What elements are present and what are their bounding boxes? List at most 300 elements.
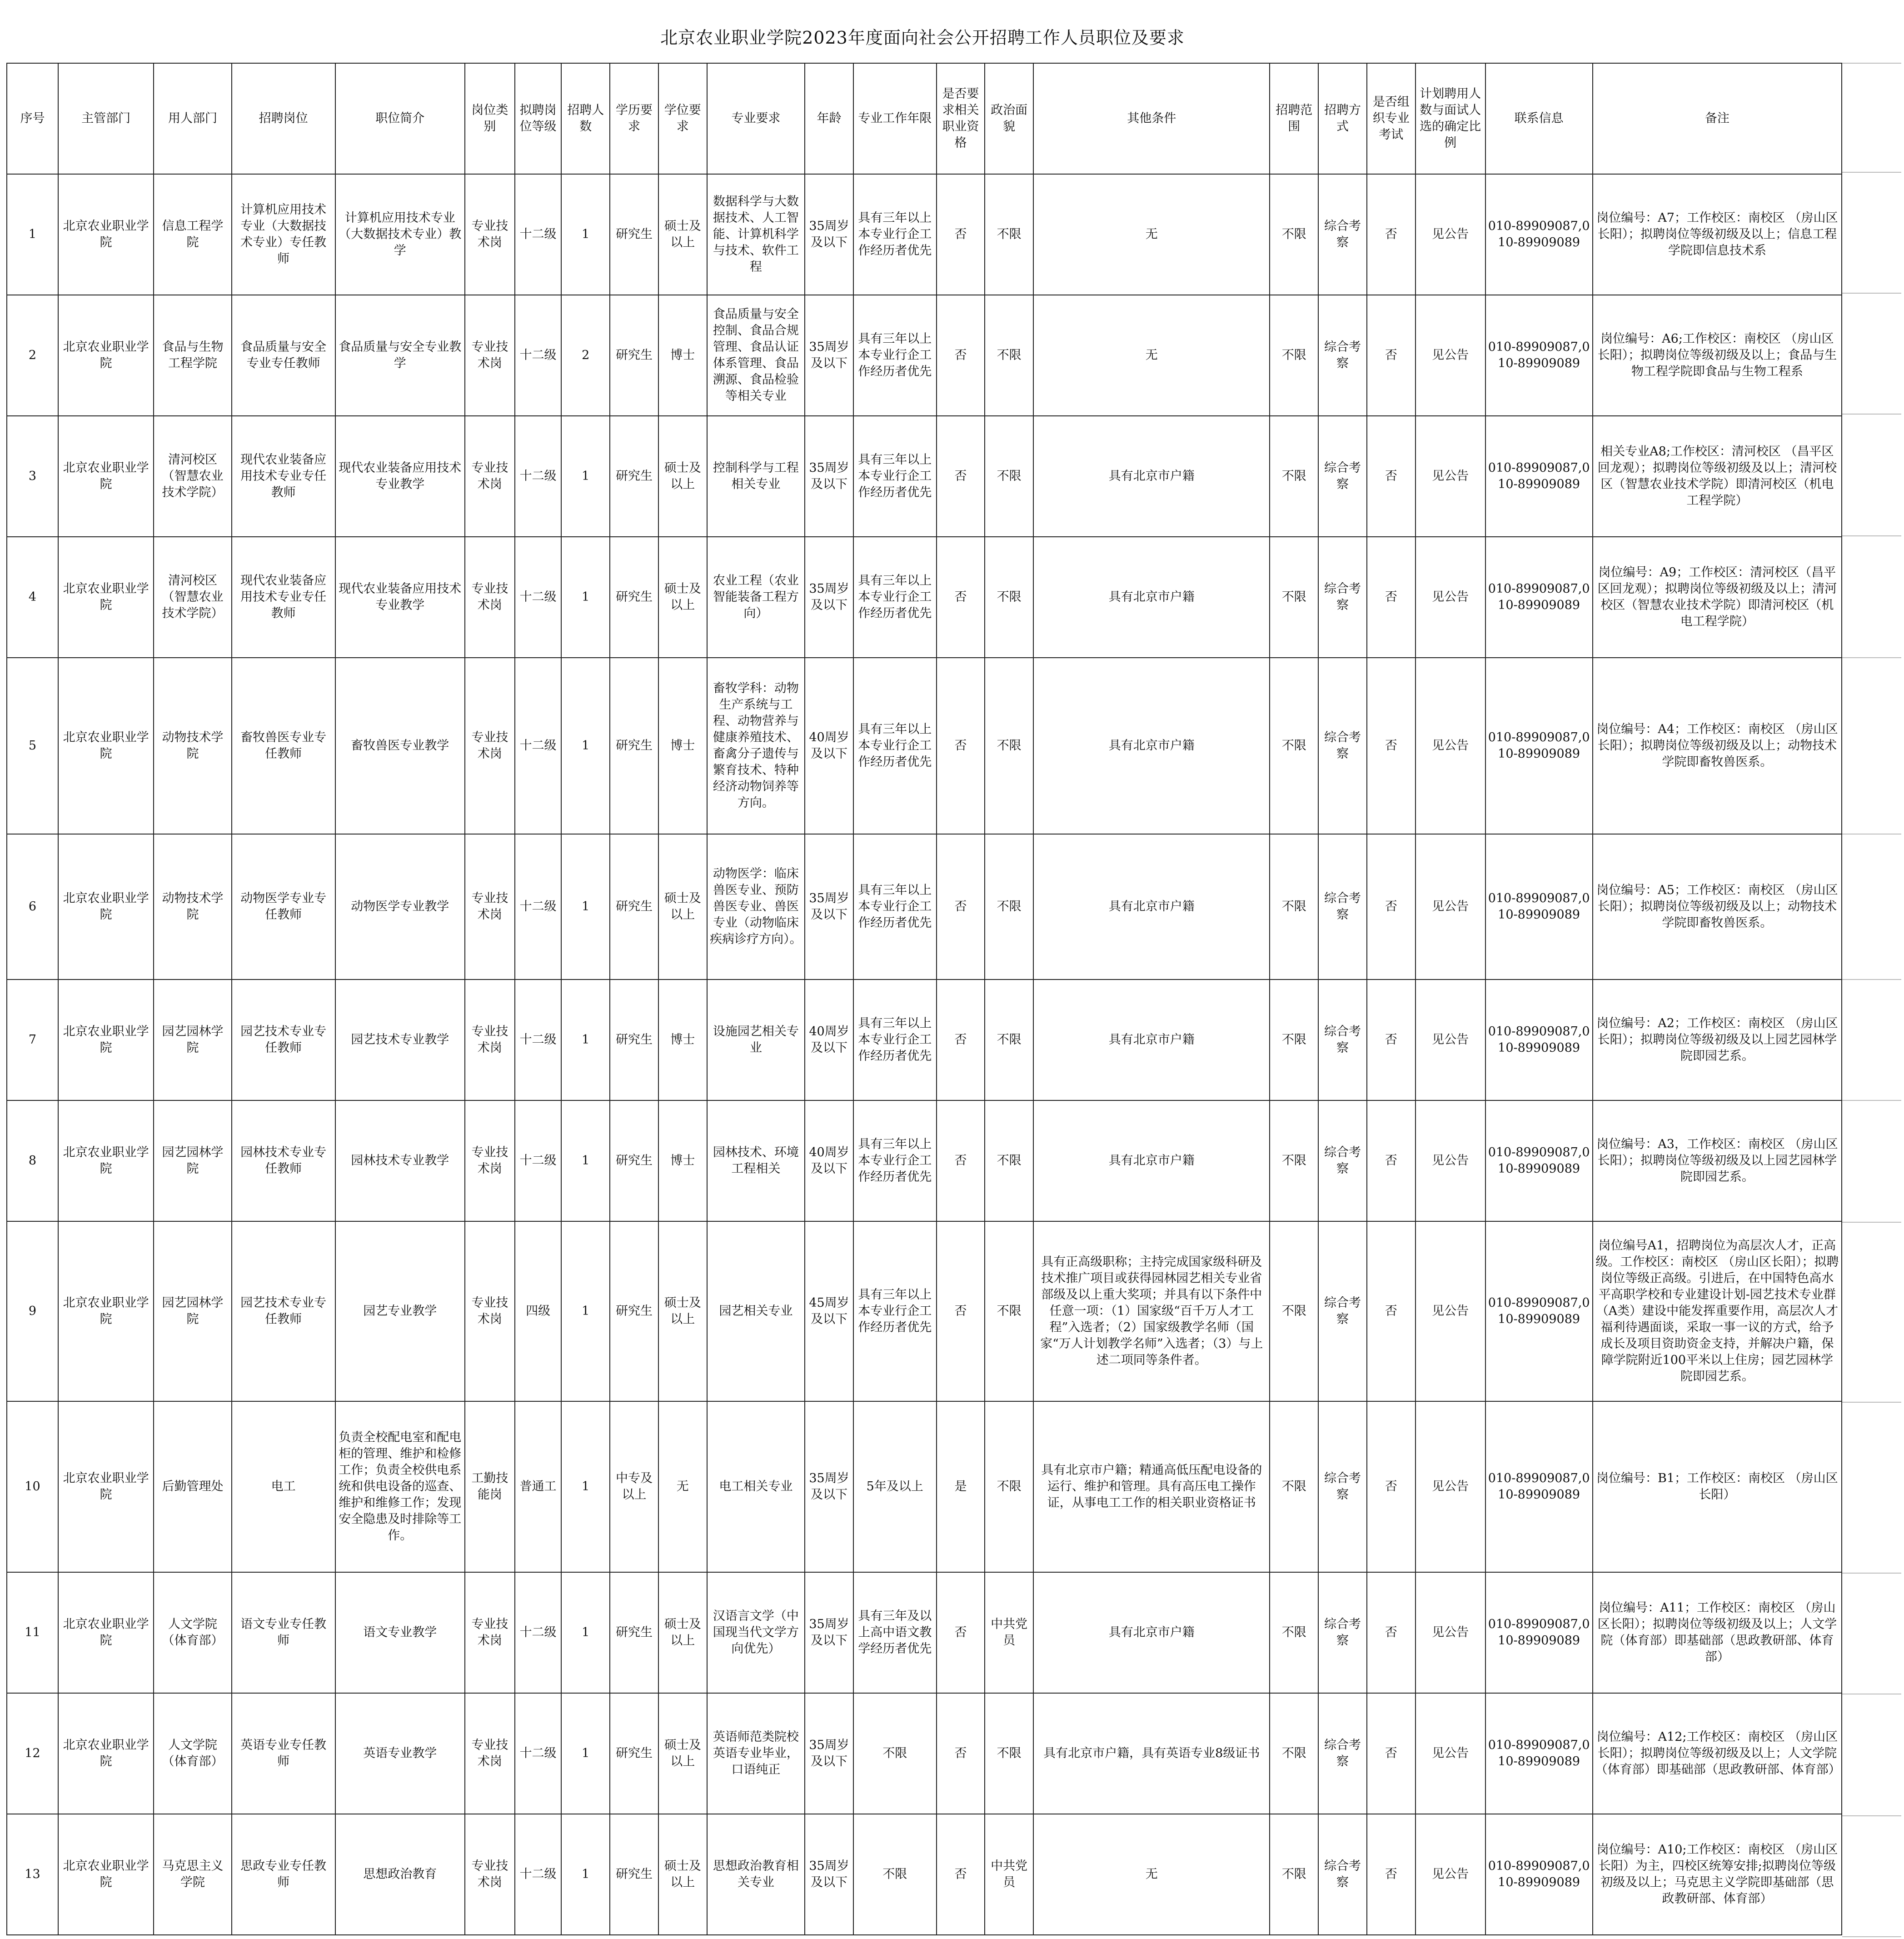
table-cell: 否 [937,174,985,295]
table-cell: 现代农业装备应用技术专业教学 [335,537,465,658]
table-cell: 专业技术岗 [465,979,515,1100]
table-cell: 不限 [853,1693,937,1814]
table-cell: 见公告 [1416,1572,1485,1693]
table-cell: 1 [561,537,610,658]
table-cell: 思想政治教育 [335,1814,465,1935]
table-cell: 园艺技术专业教学 [335,979,465,1100]
table-cell: 园艺园林学院 [154,1221,231,1401]
table-cell: 研究生 [610,979,658,1100]
table-cell: 无 [1033,1814,1270,1935]
table-cell: 研究生 [610,174,658,295]
table-cell: 不限 [985,174,1033,295]
table-cell: 不限 [985,979,1033,1100]
table-cell: 不限 [1270,1100,1318,1221]
table-cell: 相关专业A8;工作校区：清河校区 （昌平区回龙观）；拟聘岗位等级初级及以上；清河校区（智慧农业技术学院）即清河校区（机电工程学院） [1593,416,1842,537]
table-cell: 1 [561,174,610,295]
table-cell: 不限 [985,295,1033,416]
table-cell: 英语专业专任教师 [232,1693,335,1814]
table-cell: 否 [1367,416,1416,537]
table-cell: 具有三年以上本专业行企工作经历者优先 [853,174,937,295]
table-cell: 具有正高级职称；主持完成国家级科研及技术推广项目或获得园林园艺相关专业省部级及以上重大奖项；并具有以下条件中任意一项：（1）国家级“百千万人才工程”入选者；（2）国家级教学名师（国家“万人计划教学名师”入选者；（3）与上述二项同等条件者。 [1033,1221,1270,1401]
table-cell: 研究生 [610,416,658,537]
table-cell: 岗位编号：A2；工作校区：南校区 （房山区长阳）；拟聘岗位等级初级及以上园艺园林学院即园艺系。 [1593,979,1842,1100]
table-cell: 硕士及以上 [658,174,707,295]
table-cell: 硕士及以上 [658,834,707,979]
table-cell: 十二级 [515,1572,562,1693]
table-cell: 010-89909087,010-89909089 [1485,1401,1593,1572]
table-cell: 35周岁及以下 [805,1814,853,1935]
column-header: 是否要求相关职业资格 [937,63,985,174]
table-cell: 见公告 [1416,1814,1485,1935]
table-cell: 1 [561,1221,610,1401]
table-cell: 信息工程学院 [154,174,231,295]
table-cell: 综合考察 [1318,416,1367,537]
table-cell: 农业工程（农业智能装备工程方向） [707,537,805,658]
table-cell: 010-89909087,010-89909089 [1485,174,1593,295]
table-cell: 园艺相关专业 [707,1221,805,1401]
table-cell: 否 [1367,1401,1416,1572]
table-cell: 后勤管理处 [154,1401,231,1572]
sheet-gridline [1842,1222,1901,1223]
sheet-gridline [1842,1815,1901,1816]
table-cell: 见公告 [1416,1401,1485,1572]
table-cell: 具有北京市户籍；精通高低压配电设备的运行、维护和管理。具有高压电工操作证，从事电工工作的相关职业资格证书 [1033,1401,1270,1572]
table-cell: 不限 [985,416,1033,537]
table-cell: 不限 [985,1100,1033,1221]
table-cell: 45周岁及以下 [805,1221,853,1401]
table-cell: 否 [937,1572,985,1693]
table-cell: 不限 [1270,1221,1318,1401]
table-cell: 不限 [1270,416,1318,537]
table-cell: 1 [561,834,610,979]
table-cell: 不限 [1270,1401,1318,1572]
table-cell: 四级 [515,1221,562,1401]
table-cell: 11 [7,1572,58,1693]
column-header: 招聘方式 [1318,63,1367,174]
table-cell: 010-89909087,010-89909089 [1485,1693,1593,1814]
column-header: 学位要求 [658,63,707,174]
table-cell: 不限 [1270,537,1318,658]
table-cell: 见公告 [1416,295,1485,416]
table-cell: 35周岁及以下 [805,537,853,658]
table-cell: 岗位编号：A3，工作校区：南校区 （房山区长阳）；拟聘岗位等级初级及以上园艺园林学院即园艺系。 [1593,1100,1842,1221]
table-cell: 语文专业教学 [335,1572,465,1693]
column-header: 招聘岗位 [232,63,335,174]
table-cell: 专业技术岗 [465,1693,515,1814]
table-cell: 动物医学专业专任教师 [232,834,335,979]
table-cell: 综合考察 [1318,834,1367,979]
table-cell: 食品与生物工程学院 [154,295,231,416]
table-cell: 综合考察 [1318,1814,1367,1935]
table-cell: 35周岁及以下 [805,416,853,537]
table-cell: 1 [561,658,610,834]
table-cell: 010-89909087,010-89909089 [1485,1100,1593,1221]
sheet-gridline [1842,1936,1901,1937]
table-cell: 园林技术专业教学 [335,1100,465,1221]
table-cell: 综合考察 [1318,174,1367,295]
table-cell: 具有北京市户籍 [1033,979,1270,1100]
table-cell: 语文专业专任教师 [232,1572,335,1693]
table-cell: 不限 [985,1221,1033,1401]
table-cell: 负责全校配电室和配电柜的管理、维护和检修工作；负责全校供电系统和供电设备的巡查、维护和维修工作；发现安全隐患及时排除等工作。 [335,1401,465,1572]
table-cell: 见公告 [1416,1100,1485,1221]
table-row [7,834,1842,979]
table-body [7,174,1842,1935]
column-header: 专业要求 [707,63,805,174]
table-cell: 具有三年以上本专业行企工作经历者优先 [853,537,937,658]
table-cell: 否 [1367,1814,1416,1935]
column-header: 学历要求 [610,63,658,174]
table-row [7,1100,1842,1221]
table-cell: 010-89909087,010-89909089 [1485,658,1593,834]
table-cell: 专业技术岗 [465,1814,515,1935]
table-cell: 2 [7,295,58,416]
column-header: 计划聘用人数与面试人选的确定比例 [1416,63,1485,174]
table-cell: 中专及以上 [610,1401,658,1572]
table-cell: 十二级 [515,834,562,979]
table-cell: 英语师范类院校英语专业毕业，口语纯正 [707,1693,805,1814]
table-cell: 见公告 [1416,1221,1485,1401]
table-cell: 具有三年以上本专业行企工作经历者优先 [853,295,937,416]
table-cell: 硕士及以上 [658,1221,707,1401]
table-cell: 专业技术岗 [465,834,515,979]
column-header: 联系信息 [1485,63,1593,174]
table-cell: 否 [937,1221,985,1401]
table-cell: 010-89909087,010-89909089 [1485,1814,1593,1935]
table-cell: 专业技术岗 [465,537,515,658]
table-cell: 3 [7,416,58,537]
table-cell: 研究生 [610,1100,658,1221]
table-cell: 见公告 [1416,416,1485,537]
table-cell: 1 [561,1100,610,1221]
table-cell: 7 [7,979,58,1100]
column-header: 年龄 [805,63,853,174]
table-cell: 岗位编号：A9；工作校区：清河校区（昌平区回龙观）；拟聘岗位等级初级及以上；清河校区（智慧农业技术学院）即清河校区（机电工程学院） [1593,537,1842,658]
column-header: 职位简介 [335,63,465,174]
table-cell: 北京农业职业学院 [58,979,154,1100]
table-cell: 汉语言文学（中国现当代文学方向优先） [707,1572,805,1693]
table-cell: 12 [7,1693,58,1814]
table-cell: 计算机应用技术专业（大数据技术专业）教学 [335,174,465,295]
table-cell: 畜牧学科：动物生产系统与工程、动物营养与健康养殖技术、畜禽分子遗传与繁育技术、特种经济动物饲养等方向。 [707,658,805,834]
table-cell: 见公告 [1416,174,1485,295]
table-cell: 园林技术专业专任教师 [232,1100,335,1221]
table-cell: 博士 [658,979,707,1100]
table-cell: 研究生 [610,658,658,834]
table-cell: 综合考察 [1318,1572,1367,1693]
table-row [7,1401,1842,1572]
table-cell: 40周岁及以下 [805,979,853,1100]
table-cell: 专业技术岗 [465,1221,515,1401]
column-header: 拟聘岗位等级 [515,63,562,174]
table-cell: 是 [937,1401,985,1572]
table-cell: 专业技术岗 [465,1100,515,1221]
table-cell: 十二级 [515,1814,562,1935]
column-header: 序号 [7,63,58,174]
table-row [7,537,1842,658]
table-cell: 10 [7,1401,58,1572]
table-cell: 畜牧兽医专业教学 [335,658,465,834]
table-cell: 硕士及以上 [658,537,707,658]
sheet-gridline [1842,1573,1901,1574]
table-cell: 5 [7,658,58,834]
table-cell: 博士 [658,295,707,416]
table-cell: 不限 [1270,658,1318,834]
table-cell: 具有北京市户籍 [1033,537,1270,658]
recruitment-table [6,63,1842,1935]
table-cell: 无 [658,1401,707,1572]
table-cell: 不限 [985,537,1033,658]
table-cell: 综合考察 [1318,1401,1367,1572]
table-cell: 十二级 [515,295,562,416]
table-cell: 综合考察 [1318,1100,1367,1221]
table-row [7,174,1842,295]
sheet-gridline [1842,63,1901,64]
table-cell: 见公告 [1416,658,1485,834]
table-cell: 40周岁及以下 [805,658,853,834]
table-cell: 综合考察 [1318,295,1367,416]
column-header: 是否组织专业考试 [1367,63,1416,174]
table-cell: 2 [561,295,610,416]
table-cell: 园艺园林学院 [154,979,231,1100]
sheet-gridline [1842,979,1901,980]
table-cell: 具有三年以上本专业行企工作经历者优先 [853,834,937,979]
table-cell: 1 [561,416,610,537]
table-cell: 13 [7,1814,58,1935]
table-cell: 动物技术学院 [154,834,231,979]
table-cell: 园艺园林学院 [154,1100,231,1221]
table-cell: 具有三年以上本专业行企工作经历者优先 [853,416,937,537]
table-cell: 不限 [1270,1814,1318,1935]
column-header: 招聘范围 [1270,63,1318,174]
table-cell: 岗位编号：A6;工作校区：南校区 （房山区长阳）；拟聘岗位等级初级及以上；食品与生物工程学院即食品与生物工程系 [1593,295,1842,416]
table-cell: 不限 [985,658,1033,834]
table-row [7,1814,1842,1935]
table-cell: 工勤技能岗 [465,1401,515,1572]
table-cell: 专业技术岗 [465,658,515,834]
table-cell: 北京农业职业学院 [58,295,154,416]
table-cell: 综合考察 [1318,537,1367,658]
table-cell: 否 [1367,295,1416,416]
table-cell: 1 [561,979,610,1100]
table-cell: 1 [7,174,58,295]
table-cell: 岗位编号：A10;工作校区：南校区 （房山区长阳）为主，四校区统筹安排;拟聘岗位等级初级及以上；马克思主义学院即基础部（思政教研部、体育部） [1593,1814,1842,1935]
table-cell: 否 [937,416,985,537]
table-cell: 不限 [1270,1572,1318,1693]
table-cell: 设施园艺相关专业 [707,979,805,1100]
table-cell: 现代农业装备应用技术专业教学 [335,416,465,537]
sheet-gridline [1842,657,1901,658]
table-cell: 硕士及以上 [658,1572,707,1693]
table-row [7,416,1842,537]
table-cell: 计算机应用技术专业（大数据技术专业）专任教师 [232,174,335,295]
table-cell: 马克思主义学院 [154,1814,231,1935]
table-cell: 十二级 [515,1693,562,1814]
table-cell: 010-89909087,010-89909089 [1485,416,1593,537]
table-cell: 不限 [1270,1693,1318,1814]
table-cell: 35周岁及以下 [805,1693,853,1814]
table-cell: 岗位编号：A4；工作校区：南校区 （房山区长阳）；拟聘岗位等级初级及以上；动物技术学院即畜牧兽医系。 [1593,658,1842,834]
table-cell: 岗位编号：A5；工作校区：南校区 （房山区长阳）；拟聘岗位等级初级及以上；动物技术学院即畜牧兽医系。 [1593,834,1842,979]
table-cell: 否 [937,1100,985,1221]
table-cell: 十二级 [515,174,562,295]
table-cell: 动物医学专业教学 [335,834,465,979]
table-cell: 园艺技术专业专任教师 [232,1221,335,1401]
table-cell: 电工 [232,1401,335,1572]
table-cell: 专业技术岗 [465,1572,515,1693]
table-cell: 否 [937,658,985,834]
table-cell: 010-89909087,010-89909089 [1485,834,1593,979]
table-cell: 北京农业职业学院 [58,1221,154,1401]
sheet-gridline [1842,1402,1901,1403]
table-cell: 1 [561,1401,610,1572]
column-header: 招聘人数 [561,63,610,174]
table-cell: 35周岁及以下 [805,1572,853,1693]
sheet-gridline [1842,172,1901,173]
table-cell: 否 [937,979,985,1100]
table-cell: 人文学院（体育部） [154,1693,231,1814]
table-cell: 北京农业职业学院 [58,1572,154,1693]
table-cell: 研究生 [610,834,658,979]
table-cell: 不限 [985,834,1033,979]
table-cell: 具有北京市户籍 [1033,834,1270,979]
table-cell: 35周岁及以下 [805,295,853,416]
column-header: 岗位类别 [465,63,515,174]
column-header: 备注 [1593,63,1842,174]
table-cell: 综合考察 [1318,658,1367,834]
table-cell: 否 [1367,1221,1416,1401]
table-cell: 见公告 [1416,1693,1485,1814]
table-cell: 岗位编号A1，招聘岗位为高层次人才，正高级。工作校区：南校区 （房山区长阳）；拟聘岗位等级正高级。引进后，在中国特色高水平高职学校和专业建设计划-园艺技术专业群（A类）建设中能发挥重要作用，高层次人才福利待遇面谈，采取一事一议的方式，给予成长及项目资助资金支持，并解决户籍，保障学院附近100平米以上住房；园艺园林学院即园艺系。 [1593,1221,1842,1401]
table-cell: 具有三年及以上高中语文教学经历者优先 [853,1572,937,1693]
table-cell: 硕士及以上 [658,1814,707,1935]
table-cell: 否 [1367,537,1416,658]
table-cell: 010-89909087,010-89909089 [1485,537,1593,658]
table-cell: 英语专业教学 [335,1693,465,1814]
table-cell: 35周岁及以下 [805,834,853,979]
table-cell: 博士 [658,1100,707,1221]
table-cell: 中共党员 [985,1814,1033,1935]
column-header: 政治面貌 [985,63,1033,174]
table-cell: 6 [7,834,58,979]
table-cell: 40周岁及以下 [805,1100,853,1221]
table-cell: 具有三年以上本专业行企工作经历者优先 [853,1221,937,1401]
table-cell: 动物技术学院 [154,658,231,834]
table-cell: 不限 [853,1814,937,1935]
table-cell: 岗位编号：A11；工作校区：南校区 （房山区长阳）；拟聘岗位等级初级及以上；人文学院（体育部）即基础部（思政教研部、体育部） [1593,1572,1842,1693]
table-cell: 十二级 [515,1100,562,1221]
table-cell: 否 [1367,658,1416,834]
table-cell: 清河校区（智慧农业技术学院） [154,416,231,537]
table-cell: 食品质量与安全专业教学 [335,295,465,416]
table-cell: 否 [937,1814,985,1935]
table-cell: 十二级 [515,979,562,1100]
table-cell: 园艺技术专业专任教师 [232,979,335,1100]
table-cell: 岗位编号：A7；工作校区：南校区 （房山区长阳）；拟聘岗位等级初级及以上；信息工程学院即信息技术系 [1593,174,1842,295]
table-cell: 硕士及以上 [658,416,707,537]
table-cell: 园艺专业教学 [335,1221,465,1401]
table-cell: 010-89909087,010-89909089 [1485,1221,1593,1401]
column-header: 主管部门 [58,63,154,174]
table-cell: 控制科学与工程相关专业 [707,416,805,537]
table-cell: 畜牧兽医专业专任教师 [232,658,335,834]
table-cell: 否 [1367,979,1416,1100]
table-cell: 博士 [658,658,707,834]
table-row [7,658,1842,834]
table-cell: 综合考察 [1318,1221,1367,1401]
sheet-gridline [1842,1100,1901,1101]
table-cell: 具有三年以上本专业行企工作经历者优先 [853,658,937,834]
table-cell: 无 [1033,295,1270,416]
table-cell: 具有北京市户籍 [1033,1100,1270,1221]
table-cell: 北京农业职业学院 [58,1693,154,1814]
table-cell: 北京农业职业学院 [58,834,154,979]
header-row [7,63,1842,174]
table-cell: 否 [937,1693,985,1814]
table-cell: 1 [561,1572,610,1693]
table-cell: 研究生 [610,1693,658,1814]
table-row [7,979,1842,1100]
table-cell: 9 [7,1221,58,1401]
table-cell: 综合考察 [1318,1693,1367,1814]
sheet-gridline [1842,834,1901,835]
table-cell: 1 [561,1693,610,1814]
table-cell: 北京农业职业学院 [58,658,154,834]
sheet-gridline [1842,535,1901,536]
table-cell: 1 [561,1814,610,1935]
table-cell: 食品质量与安全专业专任教师 [232,295,335,416]
table-cell: 否 [1367,174,1416,295]
table-cell: 不限 [985,1401,1033,1572]
table-cell: 8 [7,1100,58,1221]
table-cell: 不限 [1270,295,1318,416]
table-cell: 园林技术、环境工程相关 [707,1100,805,1221]
table-cell: 思政专业专任教师 [232,1814,335,1935]
table-cell: 不限 [985,1693,1033,1814]
table-cell: 综合考察 [1318,979,1367,1100]
column-header: 专业工作年限 [853,63,937,174]
table-cell: 具有北京市户籍 [1033,658,1270,834]
table-cell: 否 [1367,834,1416,979]
table-cell: 十二级 [515,658,562,834]
table-row [7,295,1842,416]
table-cell: 否 [937,295,985,416]
table-cell: 否 [937,537,985,658]
table-cell: 35周岁及以下 [805,1401,853,1572]
table-cell: 北京农业职业学院 [58,1100,154,1221]
table-cell: 北京农业职业学院 [58,416,154,537]
sheet-gridline [1842,414,1901,415]
table-cell: 具有北京市户籍，具有英语专业8级证书 [1033,1693,1270,1814]
table-cell: 010-89909087,010-89909089 [1485,979,1593,1100]
table-cell: 研究生 [610,295,658,416]
table-cell: 思想政治教育相关专业 [707,1814,805,1935]
table-cell: 北京农业职业学院 [58,537,154,658]
sheet-gridline [1842,293,1901,294]
table-cell: 岗位编号：A12;工作校区：南校区 （房山区长阳）；拟聘岗位等级初级及以上；人文学院（体育部）即基础部（思政教研部、体育部） [1593,1693,1842,1814]
table-cell: 见公告 [1416,979,1485,1100]
table-cell: 010-89909087,010-89909089 [1485,295,1593,416]
table-cell: 否 [1367,1693,1416,1814]
table-cell: 岗位编号：B1；工作校区：南校区 （房山区长阳） [1593,1401,1842,1572]
table-cell: 中共党员 [985,1572,1033,1693]
table-cell: 35周岁及以下 [805,174,853,295]
table-cell: 现代农业装备应用技术专业专任教师 [232,537,335,658]
table-cell: 数据科学与大数据技术、人工智能、计算机科学与技术、软件工程 [707,174,805,295]
table-cell: 不限 [1270,834,1318,979]
page-title: 北京农业职业学院2023年度面向社会公开招聘工作人员职位及要求 [660,28,1185,48]
table-cell: 具有三年以上本专业行企工作经历者优先 [853,979,937,1100]
